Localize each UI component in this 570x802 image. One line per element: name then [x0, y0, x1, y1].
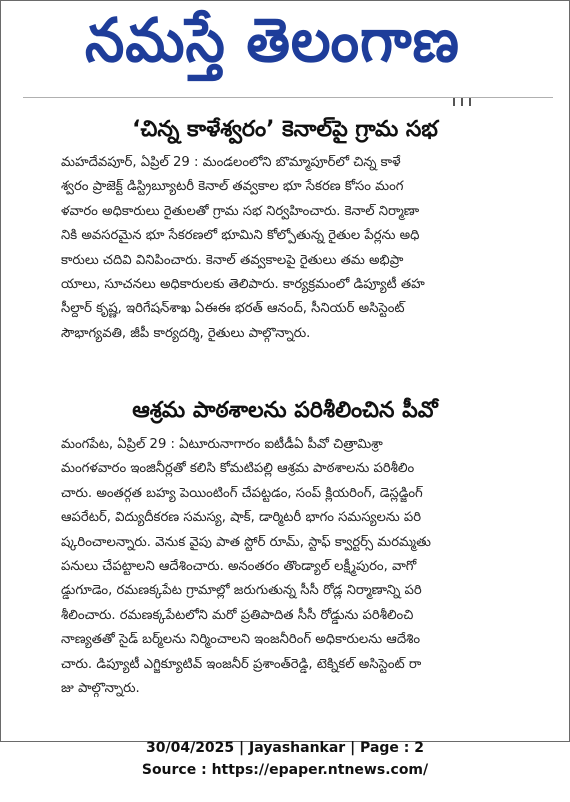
text-line: ఆపరేటర్, విద్యుదీకరణ సమస్య, షాక్, డార్మిటరీ భాగం సమస్యలను పరి [61, 510, 422, 526]
text-line: నికి అవసరమైన భూ సేకరణలో భూమిని కోల్పోతున్న రైతుల పేర్లను అధి [61, 228, 420, 244]
article-1-headline: ‘చిన్న కాళేశ్వరం’ కెనాల్‌పై గ్రామ సభ [132, 117, 438, 142]
text-line: డ్డుగూడెం, రమణక్కపేట గ్రామాల్లో జరుగుతున్న సీసీ రోడ్ల నిర్మాణాన్ని పరి [61, 583, 422, 599]
text-line: పనులు చేపట్టాలని ఆదేశించారు. అనంతరం తొండ్యాల్ లక్ష్మీపురం, వాగో [61, 558, 417, 574]
newspaper-logo: నమస్తే తెలంగాణ [85, 5, 460, 77]
text-line: మంగపేట, ఏప్రిల్ 29 : ఏటూరునాగారం ఐటీడీఏ పీవో చిత్రామిశ్రా [61, 437, 383, 452]
text-line: ష్కరించాలన్నారు. వెనుక వైపు పాత స్టోర్ రూమ్, స్టాఫ్ క్వార్టర్స్ మరమ్మతు [61, 534, 431, 550]
text-line: చారు. అంతర్గత బహ్య పెయింటింగ్ చేపట్టడం, సంప్ క్లియరింగ్, డెస్లడ్జింగ్ [61, 485, 423, 501]
divider [23, 97, 553, 98]
text-line: శ్వరం ప్రాజెక్ట్ డిస్ట్రిబ్యూటరీ కెనాల్ తవ్వకాల భూ సేకరణ కోసం మంగ [61, 179, 404, 195]
text-line: శీలించారు. రమణక్కపేటలోని మరో ప్రతిపాదిత సీసీ రోడ్డును పరిశీలించి [61, 607, 414, 623]
text-line: చారు. డిప్యూటీ ఎగ్జిక్యూటివ్ ఇంజనీర్ ప్రశాంత్‌రెడ్డి, టెక్నికల్ అసిస్టెంట్ రా [61, 656, 422, 672]
text-line: మహదేవపూర్, ఏప్రిల్ 29 : మండలంలోని బొమ్మాపూర్‌లో చిన్న కాళే [61, 155, 401, 170]
cut-marks [453, 91, 487, 101]
text-line: యాలు, సూచనలు అధికారులకు తెలిపారు. కార్యక్రమంలో డిప్యూటీ తహ [61, 276, 425, 292]
text-line: నాణ్యతతో సైడ్ బర్మ్‌లను నిర్మించాలని ఇంజనీరింగ్ అధికారులను ఆదేశిం [61, 632, 421, 648]
text-line: సౌభాగ్యవతి, జీపీ కార్యదర్శి, రైతులు పాల్గొన్నారు. [61, 325, 311, 341]
text-line: సీల్దార్ కృష్ణ, ఇరిగేషన్‌శాఖ ఏఈఈ భరత్ ఆనంద్, సీనియర్ అసిస్టెంట్ [61, 301, 405, 317]
article-1-body [61, 151, 559, 346]
article-2-headline: ఆశ్రమ పాఠశాలను పరిశీలించిన పీవో [132, 398, 438, 423]
text-line: జు పాల్గొన్నారు. [61, 680, 140, 696]
text-line: మంగళవారం ఇంజినీర్లతో కలిసి కోమటిపల్లి ఆశ్రమ పాఠశాలను పరిశీలిం [61, 461, 415, 477]
article-2-body [61, 433, 559, 701]
source-link[interactable]: Source : https://epaper.ntnews.com/ [141, 762, 429, 778]
text-line: కారులు చదివి వినిపించారు. కెనాల్ తవ్వకాలపై రైతులు తమ అభిప్రా [61, 252, 404, 268]
publication-info: 30/04/2025 | Jayashankar | Page : 2 [146, 740, 424, 756]
text-line: ళవారం అధికారులు రైతులతో గ్రామ సభ నిర్వహించారు. కెనాల్ నిర్మాణా [61, 203, 420, 219]
masthead [1, 1, 569, 87]
